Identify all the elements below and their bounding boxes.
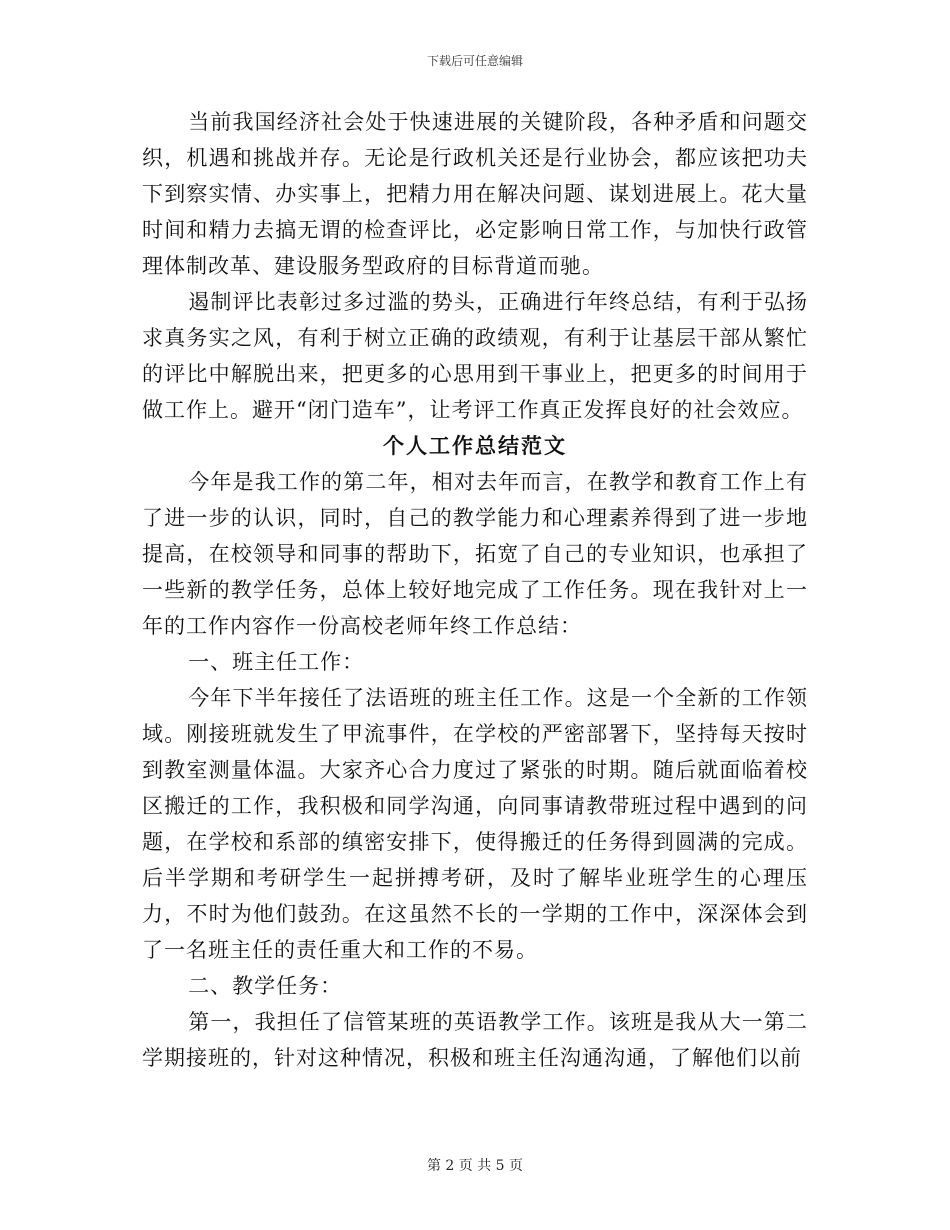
- section-heading: 二、教学任务：: [188, 974, 343, 998]
- paragraph: 今年下半年接任了法语班的班主任工作。这是一个全新的工作领域。刚接班就发生了甲流事件，在学校的严密部署下，坚持每天按时到教室测量体温。大家齐心合力度过了紧张的时期。随后就面临着校区搬迁的工作，我积极和同学沟通，向同事请教带班过程中遇到的问题，在学校和系部的缜密安排下，使得搬迁的任务得到圆满的完成。后半学期和考研学生一起拼搏考研，及时了解毕业班学生的心理压力，不时为他们鼓劲。在这虽然不长的一学期的工作中，深深体会到了一名班主任的责任重大和工作的不易。: [142, 686, 808, 962]
- section-heading: 一、班主任工作：: [188, 650, 365, 674]
- paragraph: 遏制评比表彰过多过滥的势头，正确进行年终总结，有利于弘扬求真务实之风，有利于树立正确的政绩观，有利于让基层干部从繁忙的评比中解脱出来，把更多的心思用到干事业上，把更多的时间用于做工作上。避开“闭门造车”，让考评工作真正发挥良好的社会效应。: [142, 290, 808, 422]
- page-footer: 第 2 页 共 5 页: [426, 1158, 524, 1174]
- document-title: 个人工作总结范文: [383, 433, 567, 458]
- paragraph: 今年是我工作的第二年，相对去年而言，在教学和教育工作上有了进一步的认识，同时，自己的教学能力和心理素养得到了进一步地提高，在校领导和同事的帮助下，拓宽了自己的专业知识，也承担了一些新的教学任务，总体上较好地完成了工作任务。现在我针对上一年的工作内容作一份高校老师年终工作总结：: [142, 470, 808, 638]
- page-header: 下载后可任意编辑: [426, 54, 523, 68]
- paragraph: 第一，我担任了信管某班的英语教学工作。该班是我从大一第二学期接班的，针对这种情况，积极和班主任沟通沟通，了解他们以前: [142, 1010, 808, 1070]
- document-body: [142, 104, 808, 1076]
- paragraph: 当前我国经济社会处于快速进展的关键阶段，各种矛盾和问题交织，机遇和挑战并存。无论是行政机关还是行业协会，都应该把功夫下到察实情、办实事上，把精力用在解决问题、谋划进展上。花大量时间和精力去搞无谓的检查评比，必定影响日常工作，与加快行政管理体制改革、建设服务型政府的目标背道而驰。: [142, 110, 808, 278]
